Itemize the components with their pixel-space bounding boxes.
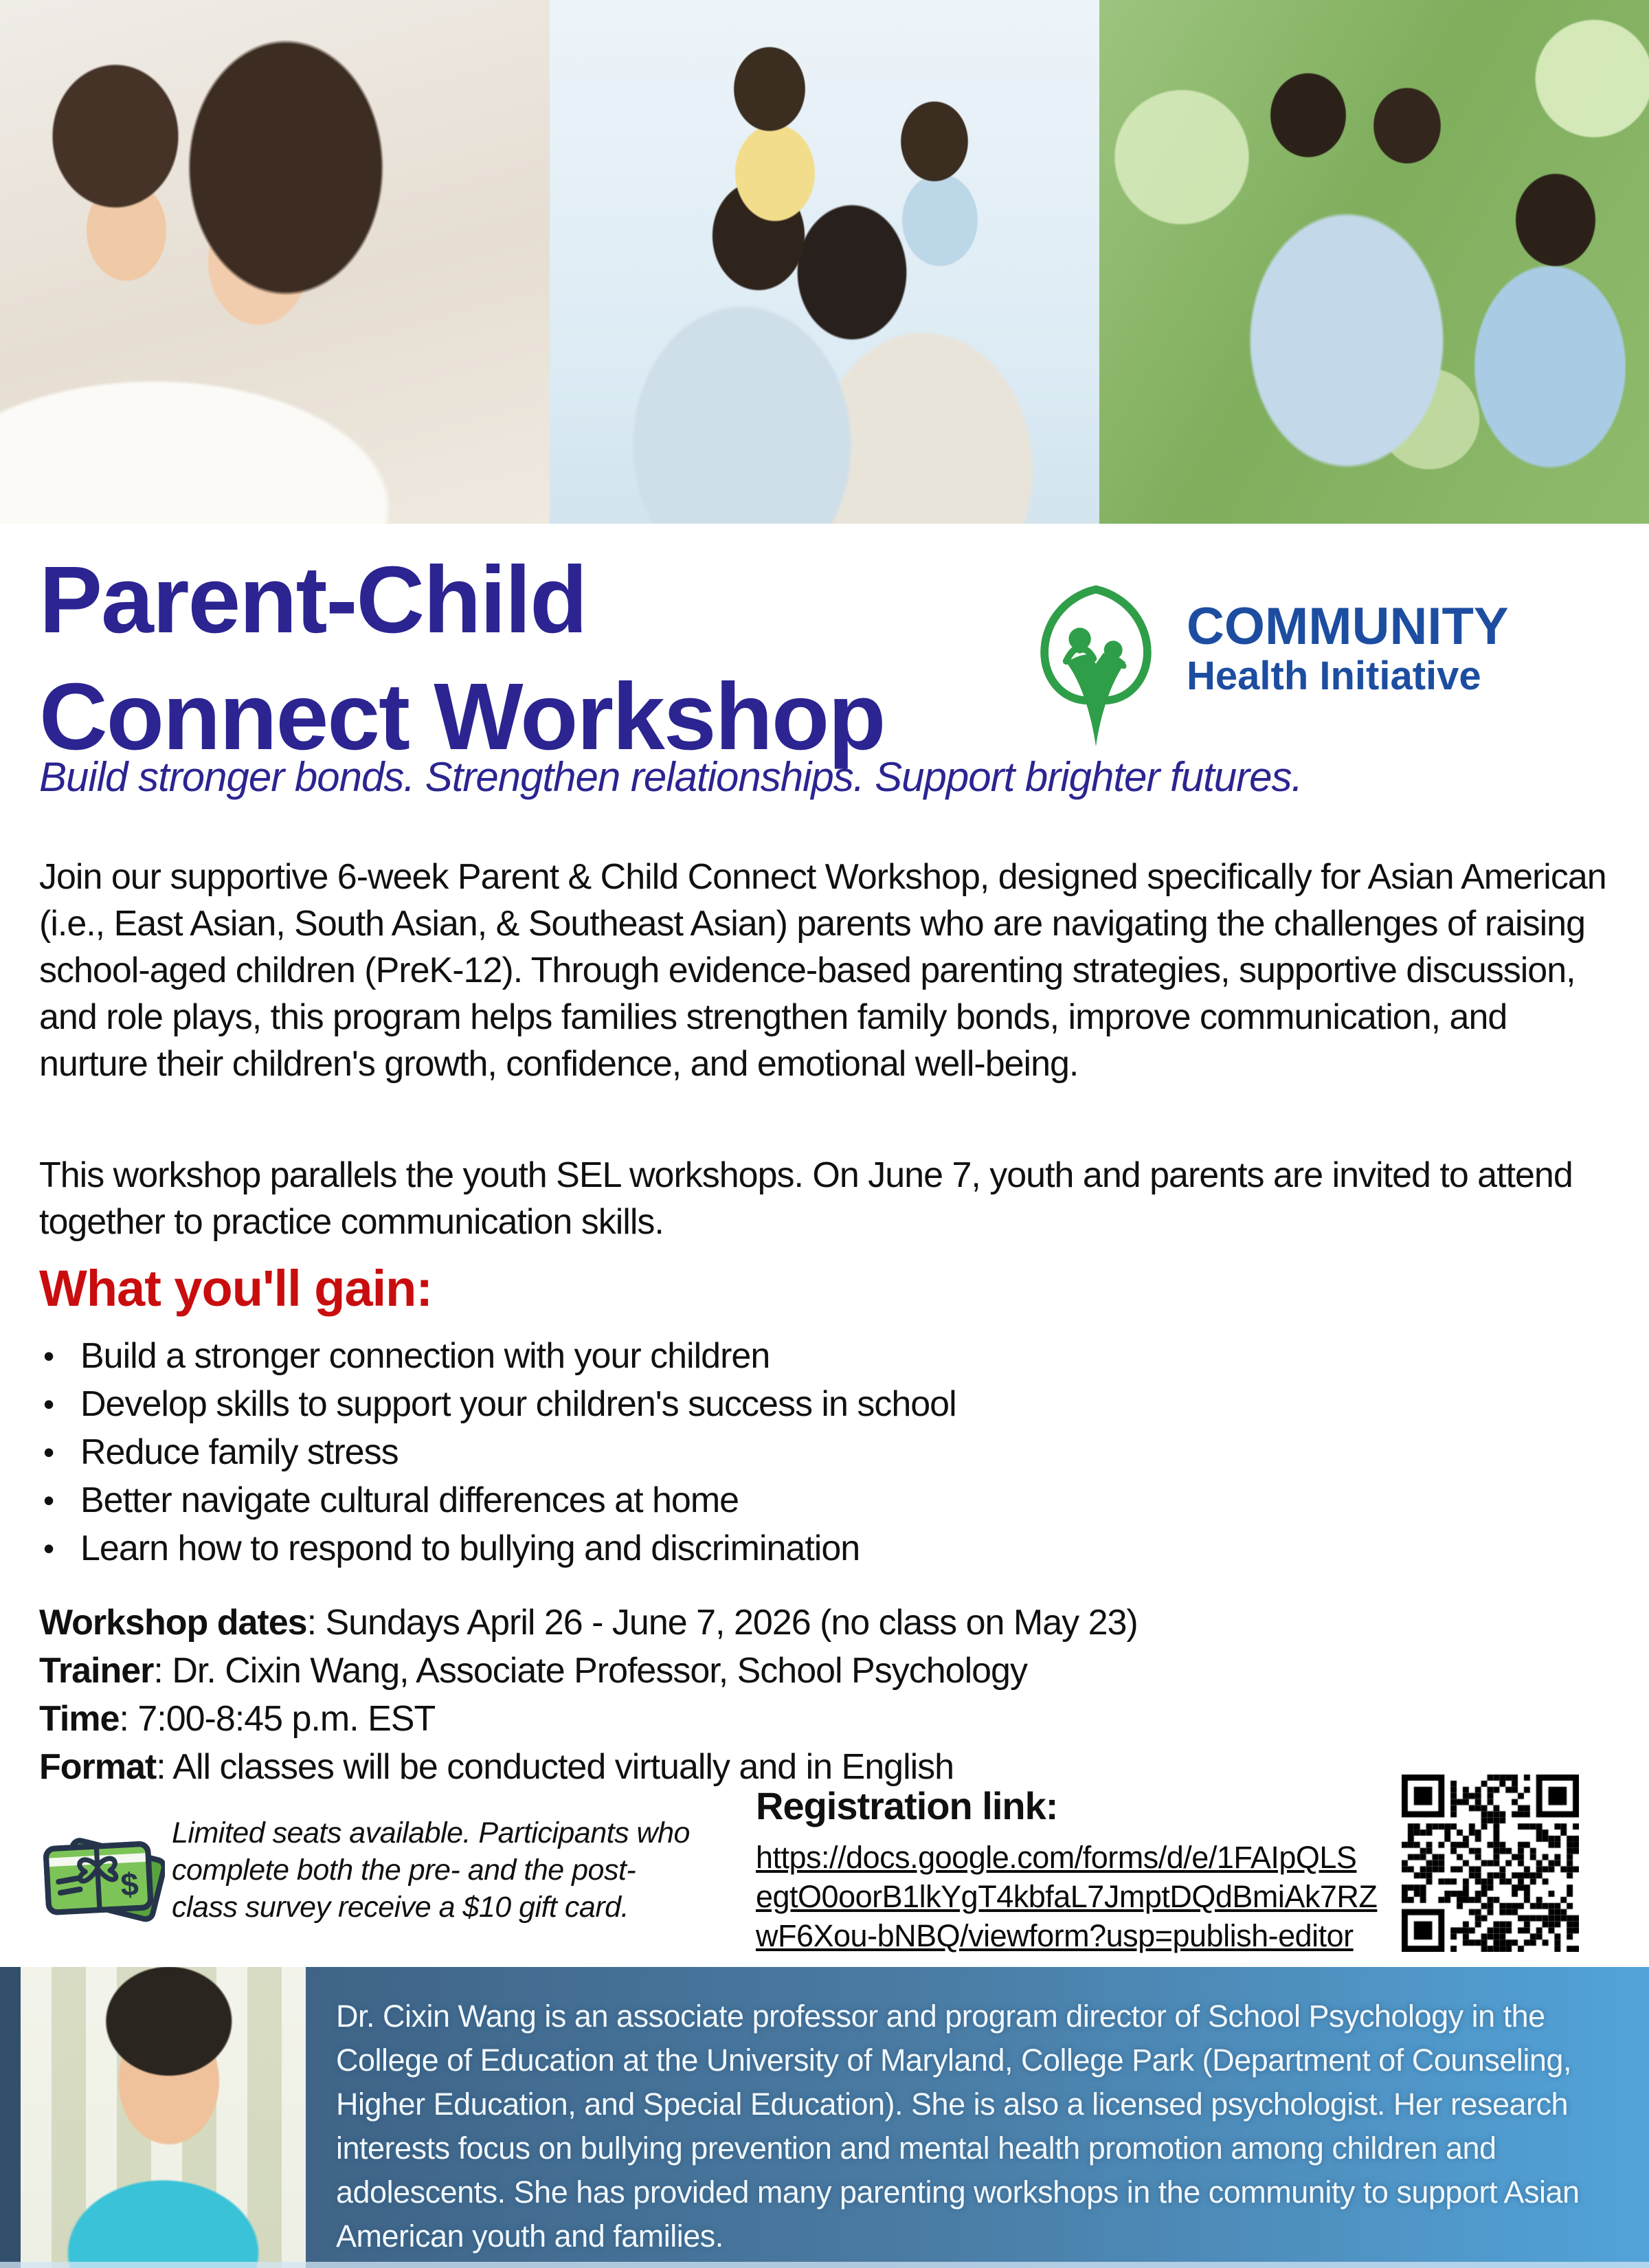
photo-banner	[0, 0, 1649, 524]
detail-time	[39, 1695, 1613, 1743]
detail-dates	[39, 1599, 1613, 1647]
tagline: Build stronger bonds. Strengthen relationships. Support brighter futures.	[39, 754, 1303, 800]
gift-card-icon	[41, 1827, 165, 1937]
logo-org-name: COMMUNITY	[1187, 597, 1509, 656]
trainer-bio-text: Dr. Cixin Wang is an associate professor and program director of School Psychology in the College of Education at the University of Maryland, College Park (Department of Counseling, Higher Education, and Special Education). She is also a licensed psychologist. Her research interests focus on bullying prevention and mental health promotion among children and adolescents. She has provided many parenting workshops in the community to support Asian American youth and families.	[336, 1999, 1580, 2254]
people-leaf-icon	[1034, 581, 1158, 754]
page-title	[39, 542, 884, 775]
detail-label: Workshop dates	[39, 1603, 307, 1643]
bio-left-accent-strip	[0, 1967, 21, 2268]
gain-item: • Better navigate cultural differences at home	[39, 1476, 956, 1524]
registration-qr-code	[1402, 1775, 1579, 1952]
logo-org-subname: Health Initiative	[1187, 654, 1481, 698]
gain-item: • Learn how to respond to bullying and discrimination	[39, 1524, 956, 1572]
gains-list	[39, 1332, 956, 1572]
detail-value: : 7:00-8:45 p.m. EST	[119, 1699, 436, 1739]
logo-text	[1187, 597, 1509, 699]
gain-item: • Develop skills to support your children's success in school	[39, 1380, 956, 1428]
detail-value: : Dr. Cixin Wang, Associate Professor, School Psychology	[153, 1651, 1027, 1691]
title-line-2: Connect Workshop	[39, 664, 885, 770]
detail-label: Format	[39, 1747, 157, 1787]
dr-cixin-wang-portrait	[21, 1967, 306, 2268]
parents-carrying-sons-photo	[550, 0, 1099, 524]
svg-text:$: $	[120, 1866, 139, 1903]
gain-item: • Reduce family stress	[39, 1428, 956, 1476]
parallel-note-paragraph: This workshop parallels the youth SEL workshops. On June 7, youth and parents are invited to attend together to practice communication skills.	[39, 1155, 1573, 1242]
registration-section	[756, 1784, 1415, 1955]
registration-url-line[interactable]: wF6Xou-bNBQ/viewform?usp=publish-editor	[756, 1918, 1354, 1953]
title-line-1: Parent-Child	[39, 547, 587, 653]
gain-item: • Build a stronger connection with your children	[39, 1332, 956, 1380]
bio-text-panel	[306, 1967, 1649, 2268]
gains-heading: What you'll gain:	[39, 1260, 433, 1317]
workshop-details	[39, 1599, 1613, 1791]
detail-label: Time	[39, 1699, 120, 1739]
registration-url-line[interactable]: egtO0oorB1lkYgT4kbfaL7JmptDQdBmiAk7RZ	[756, 1879, 1378, 1914]
trainer-bio-band	[0, 1967, 1649, 2268]
detail-value: : All classes will be conducted virtually and in English	[156, 1747, 954, 1787]
registration-url-line[interactable]: https://docs.google.com/forms/d/e/1FAIpQLS	[756, 1840, 1357, 1875]
community-health-initiative-logo	[1034, 581, 1509, 754]
family-outdoors-piggyback-photo	[1099, 0, 1649, 524]
detail-trainer	[39, 1647, 1613, 1695]
limited-seats-note: Limited seats available. Participants who complete both the pre- and the post-class survey receive a $10 gift card.	[172, 1816, 690, 1924]
registration-heading: Registration link:	[756, 1784, 1058, 1827]
detail-value: : Sundays April 26 - June 7, 2026 (no class on May 23)	[306, 1603, 1138, 1643]
intro-paragraph: Join our supportive 6-week Parent & Child Connect Workshop, designed specifically for Asian American (i.e., East Asian, South Asian, & Southeast Asian) parents who are navigating the challenges of raising school-aged children (PreK-12). Through evidence-based parenting strategies, supportive discussion, and role plays, this program helps families strengthen family bonds, improve communication, and nurture their children's growth, confidence, and emotional well-being.	[39, 857, 1606, 1084]
mother-and-daughter-photo	[0, 0, 550, 524]
detail-label: Trainer	[39, 1651, 154, 1691]
